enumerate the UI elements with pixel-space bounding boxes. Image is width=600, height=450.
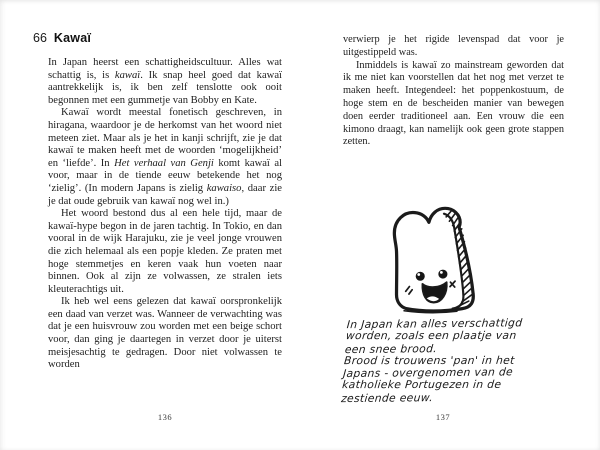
caption-line: worden, zoals een plaatje van xyxy=(345,329,518,343)
caption-line: In Japan kan alles verschattigd xyxy=(346,316,523,332)
caption-line: zestiende eeuw. xyxy=(340,390,434,405)
paragraph: Kawaï wordt meestal fonetisch geschreven, in hiragana, waardoor je de herkomst van het woord niet meteen ziet. Maar als je het in kanji schrijft, zie je dat kawaï te maken heeft met de woorden ‘mogelijkheid’ en ‘liefde’. In Het verhaal van Genji komt kawaï al voor, maar in de tiende eeuw betekende het nog ‘zielig’. (In modern Japans is zielig kawaiso, daar zie je dat oude gebruik van kawaï nog wel in.) xyxy=(48,107,283,207)
kawaii-bread-illustration xyxy=(390,204,485,314)
paragraph: Het woord bestond dus al een hele tijd, maar de kawaï-hype begon in de jaren tachtig. In Tokio, en dan vooral in de wijk Harajuku, zie je veel jonge vrouwen die zich helemaal als een popje kleden. Ze praten met hoge stemmetjes en keren vaak hun voeten naar binnen. Ook al zijn ze volwassen, ze stralen iets kleuterachtigs uit. xyxy=(48,208,282,295)
chapter-title: Kawaï xyxy=(53,31,92,45)
caption-line: een snee brood. xyxy=(344,341,438,356)
paragraph: In Japan heerst een schattigheidscultuur. Alles wat schattig is, is kawaï. Ik snap heel goed dat kawaï aantrekkelijk is, ik ben zelf tenslotte ook ooit begonnen met een gummetje van Bobby en Kate. xyxy=(48,57,282,106)
handwritten-caption xyxy=(341,317,558,405)
paragraph: Inmiddels is kawaï zo mainstream geworden dat ik me niet kan voorstellen dat het nog met verzet te maken heeft. Integendeel: het poppenkostuum, de hoge stem en de bescheiden manier van bewegen doen eerder traditioneel aan. Een vrouw die een kimono draagt, kan namelijk ook geen grote stappen zetten. xyxy=(343,59,564,148)
caption-line: Japans - overgenomen van de xyxy=(342,365,514,381)
chapter-number: 66 xyxy=(33,31,47,45)
page-number-right: 137 xyxy=(435,412,451,422)
caption-line: katholieke Portugezen in de xyxy=(341,378,502,392)
paragraph: Ik heb wel eens gelezen dat kawaï oorspronkelijk een daad van verzet was. Wanneer de verwachting was dat je een huisvrouw zou worden met een beige schort voor, dan ging je daartegen in verzet door je uiterst meisjesachtig te gedragen. Door niet volwassen te worden xyxy=(48,296,282,371)
paragraph: verwierp je het rigide levenspad dat voor je uitgestippeld was. xyxy=(343,34,564,58)
caption-line: Brood is trouwens 'pan' in het xyxy=(343,353,516,368)
left-page-body-text xyxy=(48,57,282,372)
chapter-heading xyxy=(33,31,91,45)
page-number-left: 136 xyxy=(157,412,173,422)
right-page-body-text xyxy=(343,34,564,149)
right-page xyxy=(300,0,600,450)
